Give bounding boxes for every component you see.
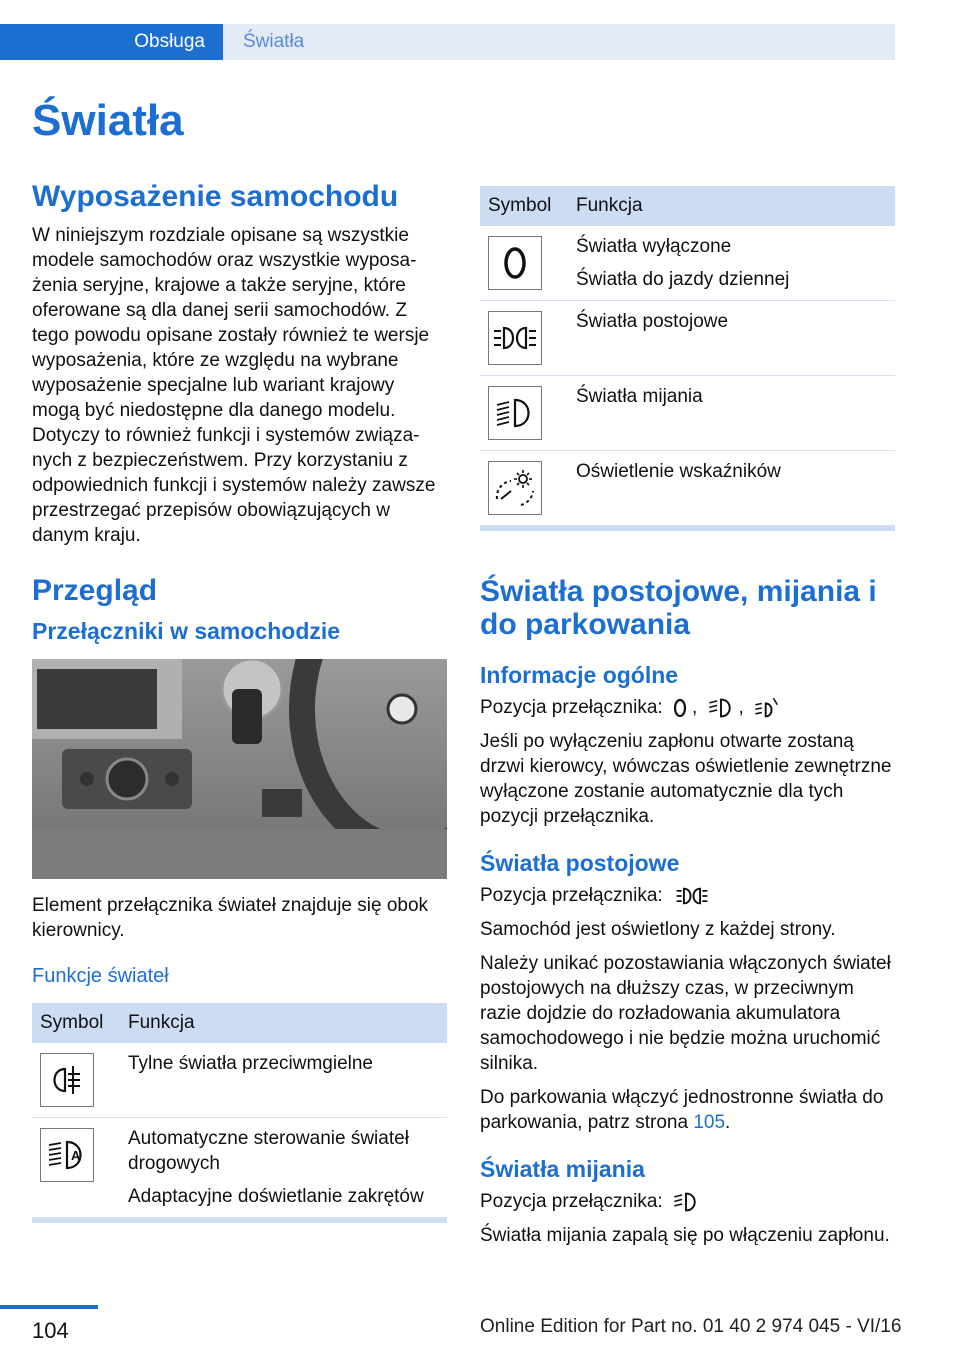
switch-position-label: Pozycja przełącznika: xyxy=(480,697,663,718)
lights-off-icon xyxy=(672,697,688,719)
function-text: Światła mijania xyxy=(576,386,703,407)
separator: , xyxy=(738,697,744,718)
column-header-symbol: Symbol xyxy=(480,186,568,226)
low-beam-icon xyxy=(488,386,542,440)
svg-text:A: A xyxy=(71,1148,81,1163)
table-end-bar xyxy=(480,526,895,531)
switch-position-label: Pozycja przełącznika: xyxy=(480,1191,663,1212)
function-text: Oświetlenie wskaźników xyxy=(576,461,781,482)
column-header-function: Funkcja xyxy=(568,186,895,226)
tab-swiatla[interactable]: Światła xyxy=(223,24,895,60)
low-beam-icon xyxy=(672,1191,700,1213)
subsection-switches-title: Przełączniki w samochodzie xyxy=(32,618,341,644)
dashboard-photo xyxy=(32,659,447,879)
function-text: Automatyczne sterowanie świateł drogowych xyxy=(128,1128,409,1174)
column-header-symbol: Symbol xyxy=(32,1003,120,1043)
table-row xyxy=(480,451,895,526)
low-beam-text: Światła mijania zapalą się po włączeniu zapłonu. xyxy=(480,1225,890,1246)
column-header-function: Funkcja xyxy=(120,1003,447,1043)
parking-lights-reference: Do parkowania włączyć jednostronne światła do parkowania, patrz strona xyxy=(480,1087,884,1133)
table-row xyxy=(480,376,895,451)
left-function-table xyxy=(32,1003,447,1218)
edition-info: Online Edition for Part no. 01 40 2 974 045 - VI/16 xyxy=(480,1316,902,1337)
right-column xyxy=(480,186,895,1257)
general-info-text: Jeśli po wyłączeniu zapłonu otwarte zostaną drzwi kierowcy, wówczas oświetlenie zewnętrzne wyłączone zostanie automatycznie dla tych pozycji przełącznika. xyxy=(480,731,892,827)
low-beam-icon xyxy=(707,697,735,719)
function-text: Adaptacyjne doświetlanie zakrętów xyxy=(128,1186,424,1207)
function-text: Światła postojowe xyxy=(576,311,729,332)
auto-lights-icon xyxy=(753,697,781,719)
rear-fog-light-icon xyxy=(40,1053,94,1107)
parking-lights-icon xyxy=(672,885,712,907)
functions-title: Funkcje świateł xyxy=(32,965,169,987)
separator: , xyxy=(691,697,698,718)
page-number: 104 xyxy=(32,1318,69,1343)
low-beam-title: Światła mijania xyxy=(480,1156,645,1182)
section-equipment-title: Wyposażenie samochodu xyxy=(32,180,399,213)
auto-high-beam-icon xyxy=(40,1128,94,1182)
table-row xyxy=(32,1118,447,1218)
parking-lights-warning: Należy unikać pozostawiania włączonych świateł postojowych na dłuższy czas, w przeciwnym razie dojdzie do rozładowania akumulatora samochodowego i nie będzie można uruchomić silnika. xyxy=(480,953,891,1074)
section-equipment-text: W niniejszym rozdziale opisane są wszystkie modele samochodów oraz wszystkie wyposażenia seryjne, krajowe a także seryjne, które oferowane są dla danej serii samochodów. Z tego powodu opisane zostały również te wersje wyposażenia, które ze względu na wybrane wyposażenie specjalne lub wariant krajowy mogą być niedostępne dla danego modelu. Dotyczy to również funkcji i systemów związanych z bezpieczeństwem. Przy korzystaniu z odpowiednich funkcji i systemów należy zawsze przestrzegać przepisów obowiązujących w danym kraju. xyxy=(32,225,436,546)
left-column xyxy=(32,180,447,1223)
photo-caption: Element przełącznika świateł znajduje się obok kierownicy. xyxy=(32,895,429,941)
section-overview-title: Przegląd xyxy=(32,574,158,607)
instrument-lighting-icon xyxy=(488,461,542,515)
table-row xyxy=(480,301,895,376)
right-function-table xyxy=(480,186,895,526)
table-row xyxy=(32,1043,447,1118)
parking-lights-icon xyxy=(488,311,542,365)
footer-accent-line xyxy=(0,1305,98,1309)
page-link-105[interactable]: 105 xyxy=(693,1112,726,1133)
table-end-bar xyxy=(32,1218,447,1223)
sentence-end: . xyxy=(725,1112,731,1133)
table-row xyxy=(480,226,895,301)
function-text: Tylne światła przeciwmgielne xyxy=(128,1053,373,1074)
function-text: Światła do jazdy dziennej xyxy=(576,269,790,290)
general-info-title: Informacje ogólne xyxy=(480,662,679,688)
section-lights-title: Światła postojowe, mijania i do parkowania xyxy=(480,575,877,641)
function-text: Światła wyłączone xyxy=(576,236,732,257)
tab-obsluga[interactable]: Obsługa xyxy=(0,24,223,60)
header-tabs xyxy=(0,24,960,60)
lights-off-icon xyxy=(488,236,542,290)
switch-position-label: Pozycja przełącznika: xyxy=(480,885,663,906)
parking-lights-title: Światła postojowe xyxy=(480,850,680,876)
parking-lights-text: Samochód jest oświetlony z każdej strony. xyxy=(480,919,836,940)
page-title: Światła xyxy=(32,96,184,145)
